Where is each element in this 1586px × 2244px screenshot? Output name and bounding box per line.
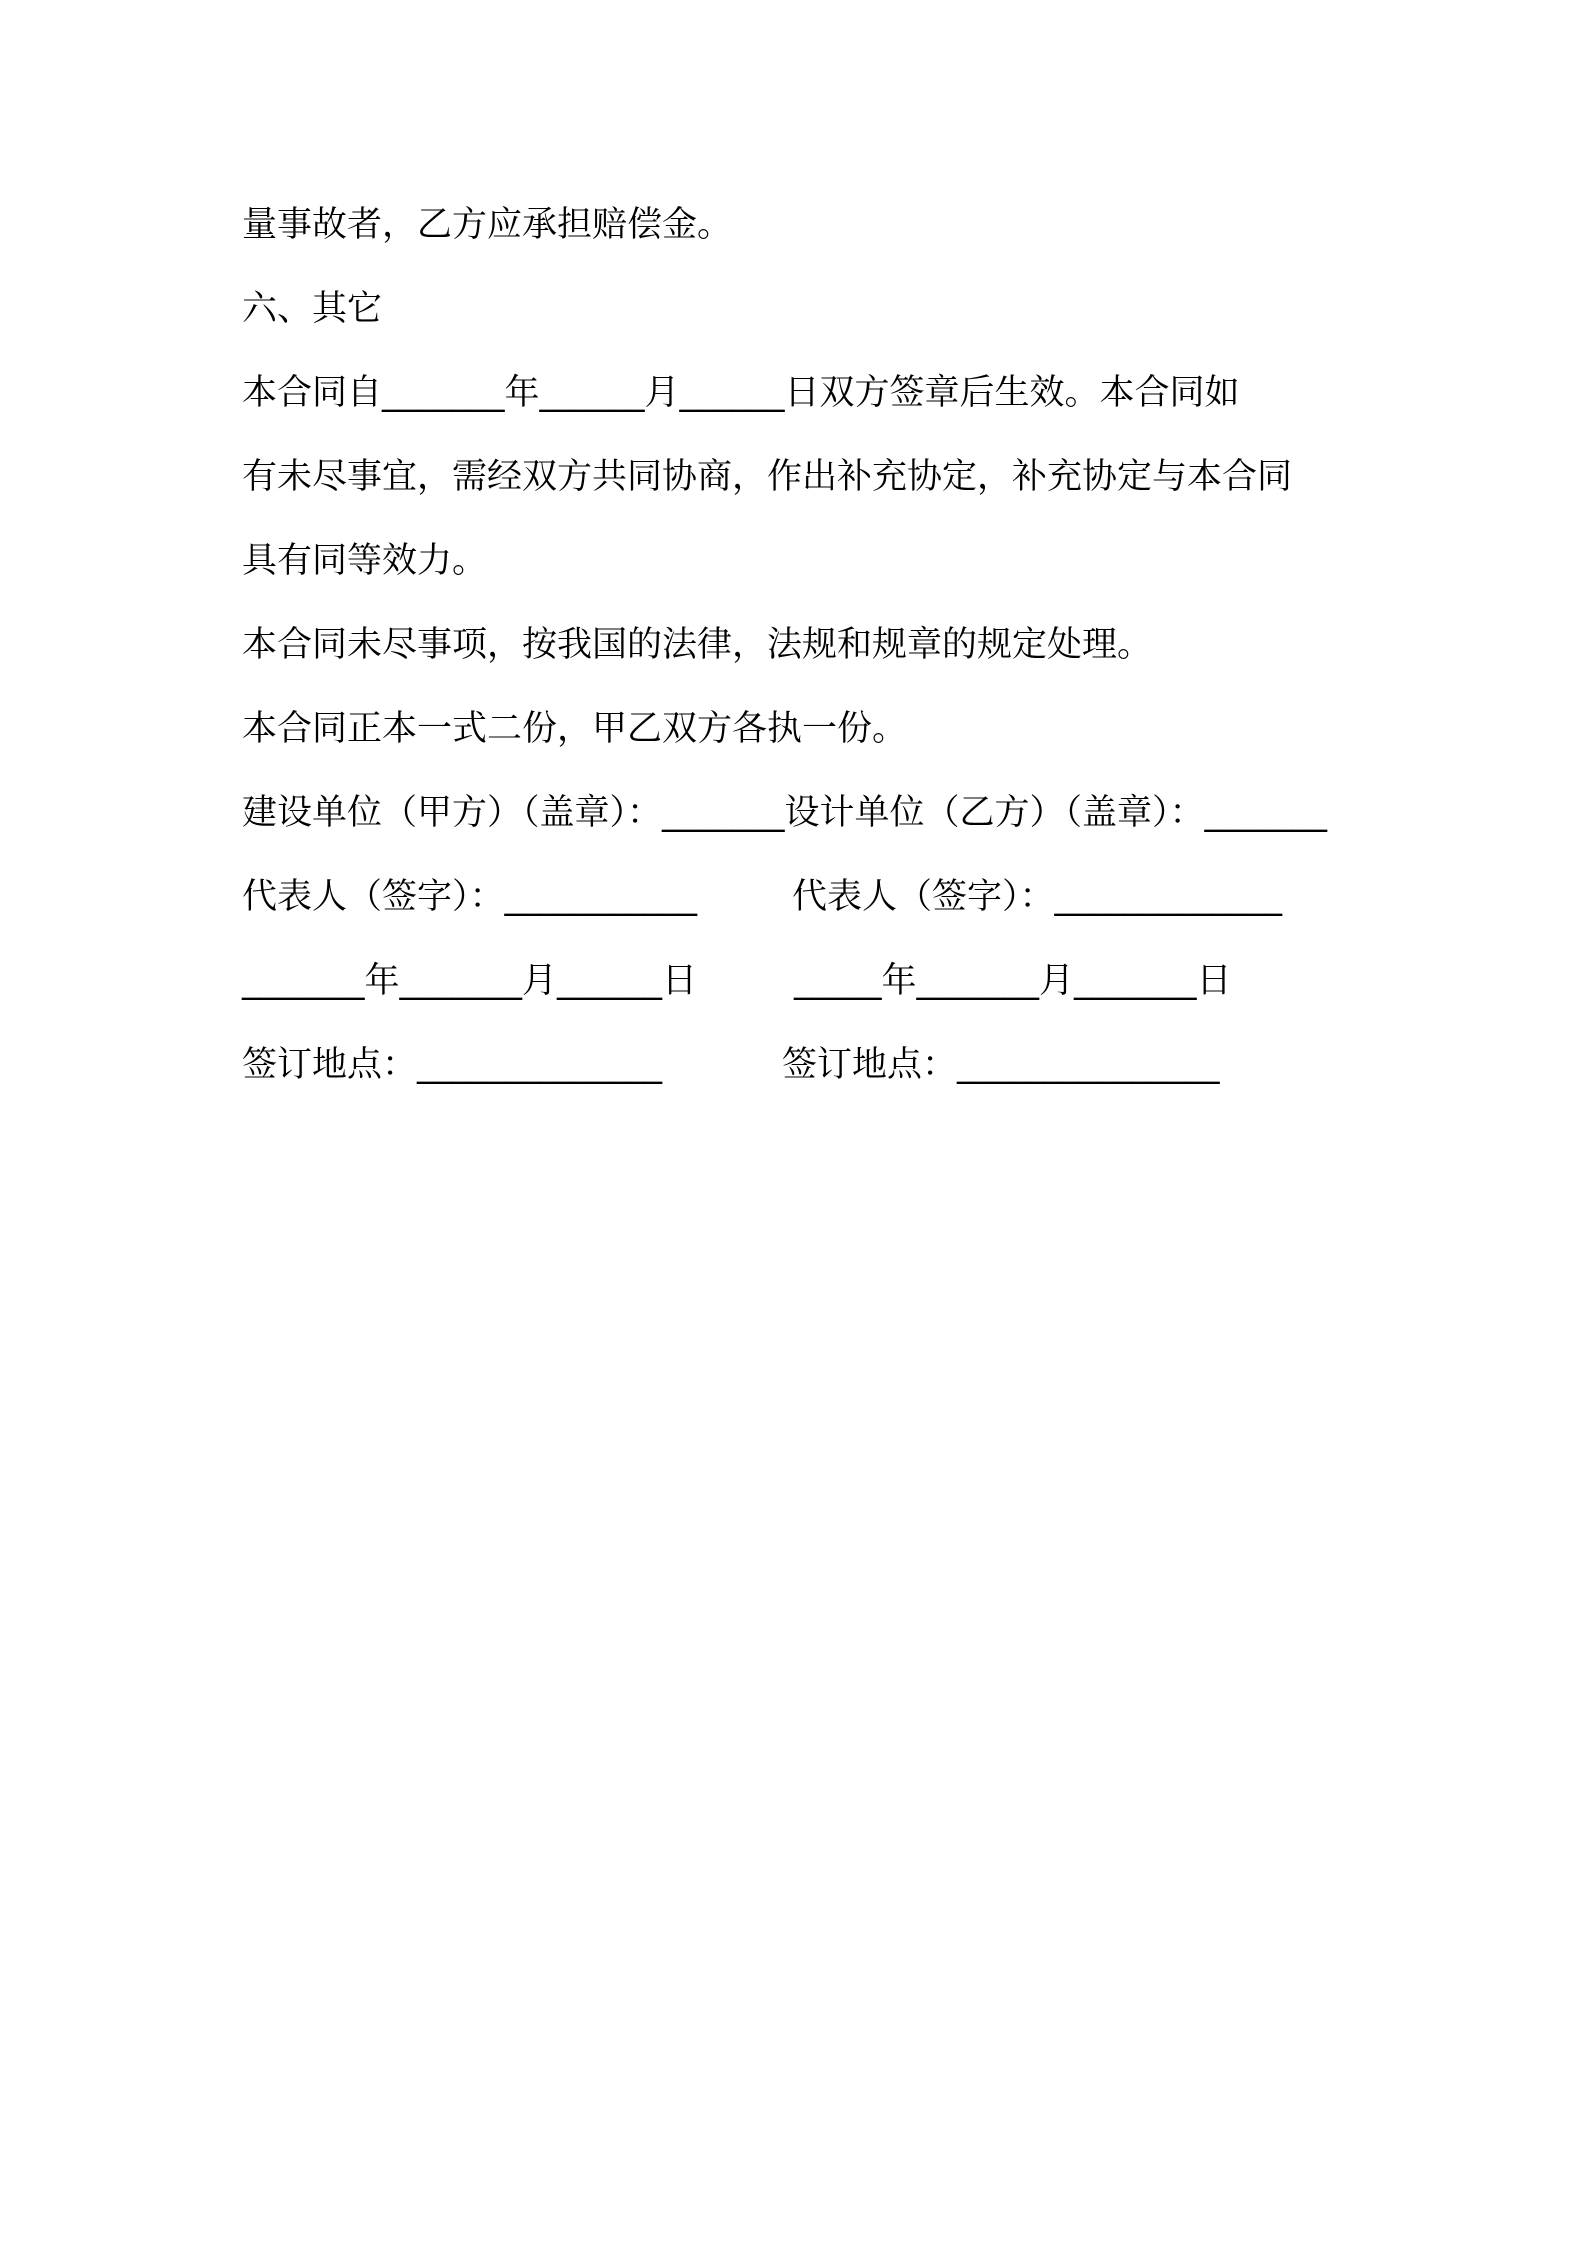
paragraph-line: 具有同等效力。 bbox=[242, 541, 488, 581]
party-seal-line: 建设单位（甲方）（盖章）：_______设计单位（乙方）（盖章）：_______ bbox=[242, 793, 1328, 833]
paragraph-line: 量事故者，乙方应承担赔偿金。 bbox=[242, 205, 733, 245]
left-representative-line: 代表人（签字）：___________ bbox=[242, 877, 698, 917]
right-signing-place-line: 签订地点：_______________ bbox=[782, 1045, 1220, 1085]
section-heading: 六、其它 bbox=[242, 289, 383, 329]
right-representative-line: 代表人（签字）：_____________ bbox=[792, 877, 1283, 917]
paragraph-line: 本合同正本一式二份，甲乙双方各执一份。 bbox=[242, 709, 908, 749]
left-signing-place-line: 签订地点：______________ bbox=[242, 1045, 663, 1085]
left-date-line: _______年_______月______日 bbox=[242, 961, 698, 1001]
right-date-line: _____年_______月_______日 bbox=[794, 961, 1232, 1001]
paragraph-line: 本合同自_______年______月______日双方签章后生效。本合同如 bbox=[242, 373, 1240, 413]
paragraph-line: 有未尽事宜，需经双方共同协商，作出补充协定，补充协定与本合同 bbox=[242, 457, 1293, 497]
paragraph-line: 本合同未尽事项，按我国的法律，法规和规章的规定处理。 bbox=[242, 625, 1153, 665]
